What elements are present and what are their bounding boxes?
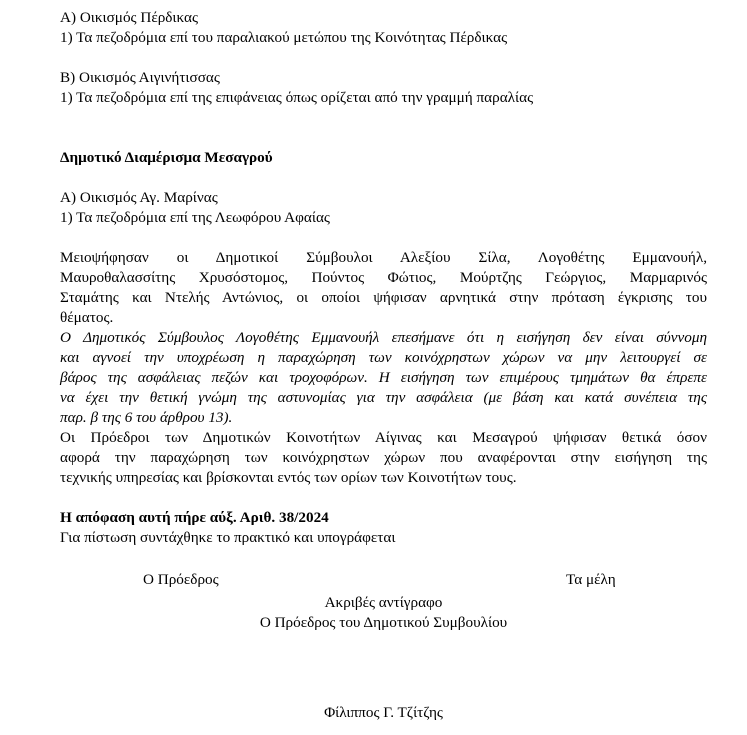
section-perdika-item: 1) Τα πεζοδρόμια επί του παραλιακού μετώπου της Κοινότητας Πέρδικας [60,29,508,46]
signer-name: Φίλιππος Γ. Τζίτζης [324,704,443,721]
presidents-paragraph [60,428,707,488]
presidents-line: αφορά την παραχώρηση των κοινόχρηστων χώρων που αναφέρονται στην εισήγηση της [60,449,707,466]
document-page [60,8,707,723]
logothetis-paragraph [60,328,707,428]
section-aiginitissa-title: Β) Οικισμός Αιγινήτισσας [60,69,220,86]
section-agmarina-item: 1) Τα πεζοδρόμια επί της Λεωφόρου Αφαίας [60,209,330,226]
minority-line: Μαυροθαλασσίτης Χρυσόστομος, Πούντος Φώτιος, Μούρτζης Γεώργιος, Μαρμαρινός [60,269,707,286]
logothetis-line: να έχει την θετική γνώμη της αστυνομίας για την ασφάλεια (με βάση και κατά συνέπεια της [60,389,707,406]
presidents-line: τεχνικής υπηρεσίας και βρίσκονται εντός των ορίων των Κοινοτήτων τους. [60,469,517,486]
copy-block [60,593,707,655]
minority-line: θέματος. [60,309,114,326]
president-signature-label: Ο Πρόεδρος [143,571,219,588]
logothetis-line: και αγνοεί την υποχρέωση η παραχώρηση των κοινόχρηστων χώρων να μην λειτουργεί σε [60,349,707,366]
decision-number: Η απόφαση αυτή πήρε αύξ. Αριθ. 38/2024 [60,509,329,526]
minority-line: Σταμάτης και Ντελής Αντώνιος, οι οποίοι ψήφισαν αρνητικά στην πρόταση έγκρισης του [60,289,707,306]
minority-paragraph [60,248,707,328]
members-signature-label: Τα μέλη [566,571,616,588]
section-aiginitissa-item: 1) Τα πεζοδρόμια επί της επιφάνειας όπως ορίζεται από την γραμμή παραλίας [60,89,534,106]
logothetis-line: βάρος της ασφάλειας πεζών και τροχοφόρων. Η εισήγηση των επιμέρους τμημάτων θα έπρεπε [60,369,707,386]
district-heading: Δημοτικό Διαμέρισμα Μεσαγρού [60,149,273,166]
section-agmarina-title: Α) Οικισμός Αγ. Μαρίνας [60,189,218,206]
minority-line: Μειοψήφησαν οι Δημοτικοί Σύμβουλοι Αλεξίου Σίλα, Λογοθέτης Εμμανουήλ, [60,249,707,266]
section-perdika-title: Α) Οικισμός Πέρδικας [60,9,199,26]
presidents-line: Οι Πρόεδροι των Δημοτικών Κοινοτήτων Αίγινας και Μεσαγρού ψήφισαν θετικά όσον [60,429,707,446]
exact-copy-label: Ακριβές αντίγραφο [324,594,443,611]
attestation-text: Για πίστωση συντάχθηκε το πρακτικό και υπογράφεται [60,529,396,546]
logothetis-line: παρ. β της 6 του άρθρου 13). [60,409,233,426]
council-president-label: Ο Πρόεδρος του Δημοτικού Συμβουλίου [259,614,508,631]
logothetis-line: Ο Δημοτικός Σύμβουλος Λογοθέτης Εμμανουήλ επεσήμανε ότι η εισήγηση δεν είναι σύννομη [60,329,707,346]
signature-row [60,570,707,590]
signer-block [60,703,707,723]
